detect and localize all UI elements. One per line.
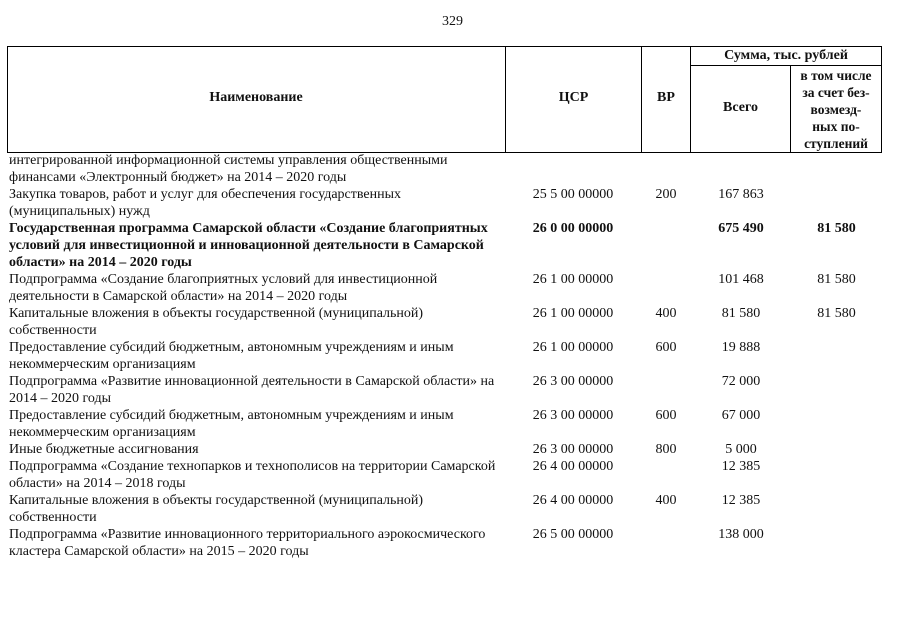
row-total: 12 385 [721, 493, 761, 508]
row-total: 101 468 [718, 272, 764, 287]
row-name: Иные бюджетные ассигнования [9, 442, 199, 457]
row-vr: 600 [655, 408, 677, 423]
row-csr: 26 3 00 00000 [532, 374, 614, 389]
row-incl [791, 186, 882, 220]
header-csr: ЦСР [558, 90, 589, 105]
table-row [7, 186, 882, 220]
header-incl-line: ных по- [812, 119, 860, 134]
row-incl [791, 339, 882, 373]
header-border-right [881, 46, 882, 153]
table-row [7, 152, 882, 186]
row-csr: 26 1 00 00000 [532, 340, 614, 355]
header-vr: ВР [657, 90, 675, 105]
row-total: 138 000 [718, 527, 764, 542]
row-csr: 26 3 00 00000 [532, 442, 614, 457]
table-row [7, 441, 882, 458]
row-vr: 200 [655, 187, 677, 202]
row-name: Подпрограмма «Создание технопарков и технополисов на территории Самарской области» на 2014 – 2018 годы [9, 459, 496, 491]
table-row [7, 339, 882, 373]
row-total: 19 888 [721, 340, 761, 355]
row-incl [791, 526, 882, 560]
row-total: 5 000 [725, 442, 757, 457]
row-csr: 26 1 00 00000 [532, 306, 614, 321]
header-incl-line: ступлений [804, 136, 868, 151]
row-vr [641, 152, 691, 186]
row-csr: 26 5 00 00000 [532, 527, 614, 542]
row-total: 675 490 [718, 221, 764, 236]
row-incl: 81 580 [817, 272, 856, 287]
table-header [7, 46, 882, 153]
header-divider-sum-sub [690, 65, 882, 66]
table-row [7, 492, 882, 526]
row-incl [791, 407, 882, 441]
row-total: 167 863 [718, 187, 764, 202]
page-number: 329 [442, 14, 463, 29]
header-total: Всего [723, 100, 758, 115]
table-row [7, 271, 882, 305]
row-incl: 81 580 [817, 306, 856, 321]
row-csr: 26 4 00 00000 [532, 493, 614, 508]
table-row [7, 373, 882, 407]
row-csr [505, 152, 641, 186]
row-csr: 26 0 00 00000 [532, 221, 614, 236]
table-row [7, 526, 882, 560]
row-name: Государственная программа Самарской области «Создание благоприятных условий для инвестиционной и инновационной деятельности в Самарской области» на 2014 – 2020 годы [9, 221, 488, 270]
row-vr [641, 271, 691, 305]
row-vr [641, 220, 691, 271]
table-row [7, 407, 882, 441]
header-incl-line: за счет без- [802, 85, 870, 100]
header-incl-line: возмезд- [810, 102, 862, 117]
row-incl [791, 441, 882, 458]
row-incl [791, 492, 882, 526]
row-name: Подпрограмма «Развитие инновационного территориального аэрокосмического кластера Самарской области» на 2015 – 2020 годы [9, 527, 486, 559]
row-incl [791, 373, 882, 407]
row-csr: 25 5 00 00000 [532, 187, 614, 202]
row-vr [641, 373, 691, 407]
table-row [7, 305, 882, 339]
row-name: Капитальные вложения в объекты государственной (муниципальной) собственности [9, 306, 424, 338]
row-total: 72 000 [721, 374, 761, 389]
row-name: Подпрограмма «Развитие инновационной деятельности в Самарской области» на 2014 – 2020 годы [9, 374, 495, 406]
row-vr: 400 [655, 493, 677, 508]
row-vr: 400 [655, 306, 677, 321]
row-total: 81 580 [721, 306, 761, 321]
header-sum: Сумма, тыс. рублей [724, 48, 848, 63]
header-name: Наименование [209, 90, 303, 105]
table-body [7, 152, 882, 560]
header-incl [791, 67, 881, 152]
row-name: Подпрограмма «Создание благоприятных условий для инвестиционной деятельности в Самарской области» на 2014 – 2020 годы [9, 272, 438, 304]
row-incl [791, 152, 882, 186]
row-total: 67 000 [721, 408, 761, 423]
row-name: Предоставление субсидий бюджетным, автономным учреждениям и иным некоммерческим организациям [9, 340, 454, 372]
row-vr: 600 [655, 340, 677, 355]
row-csr: 26 3 00 00000 [532, 408, 614, 423]
row-total [691, 152, 791, 186]
table-row [7, 458, 882, 492]
table-row [7, 220, 882, 271]
row-incl: 81 580 [817, 221, 856, 236]
row-name: Предоставление субсидий бюджетным, автономным учреждениям и иным некоммерческим организациям [9, 408, 454, 440]
row-incl [791, 458, 882, 492]
row-csr: 26 4 00 00000 [532, 459, 614, 474]
row-vr: 800 [655, 442, 677, 457]
row-name: Закупка товаров, работ и услуг для обеспечения государственных (муниципальных) нужд [9, 187, 402, 219]
row-name: интегрированной информационной системы управления общественными финансами «Электронный бюджет» на 2014 – 2020 годы [9, 153, 448, 185]
row-vr [641, 458, 691, 492]
row-vr [641, 526, 691, 560]
row-csr: 26 1 00 00000 [532, 272, 614, 287]
row-name: Капитальные вложения в объекты государственной (муниципальной) собственности [9, 493, 424, 525]
row-total: 12 385 [721, 459, 761, 474]
header-border-top [7, 46, 882, 47]
header-incl-line: в том числе [800, 68, 872, 83]
